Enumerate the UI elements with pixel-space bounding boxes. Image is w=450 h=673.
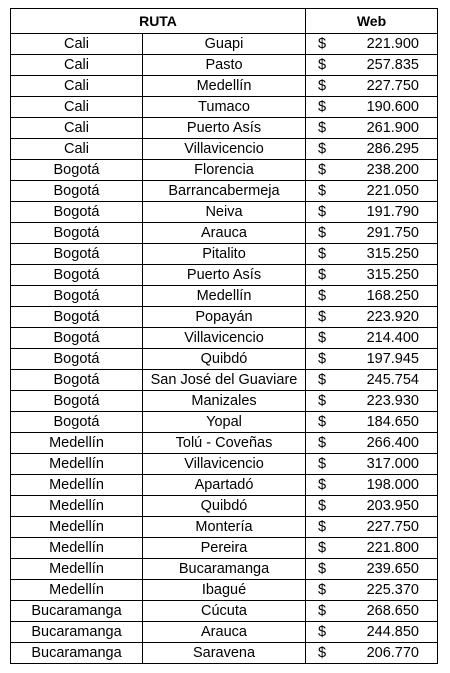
- table-row: [11, 139, 438, 160]
- origin-cell: Cali: [11, 97, 143, 118]
- origin-cell: Bucaramanga: [11, 622, 143, 643]
- destination-cell: Quibdó: [143, 496, 306, 517]
- price-cell: 268.650: [334, 601, 438, 622]
- currency-symbol-cell: $: [306, 580, 334, 601]
- table-header-row: [11, 9, 438, 34]
- table-row: [11, 34, 438, 55]
- currency-symbol-cell: $: [306, 433, 334, 454]
- origin-cell: Cali: [11, 76, 143, 97]
- table-row: [11, 391, 438, 412]
- table-row: [11, 412, 438, 433]
- destination-cell: Puerto Asís: [143, 118, 306, 139]
- currency-symbol-cell: $: [306, 160, 334, 181]
- price-cell: 315.250: [334, 244, 438, 265]
- price-cell: 225.370: [334, 580, 438, 601]
- price-cell: 223.930: [334, 391, 438, 412]
- price-cell: 315.250: [334, 265, 438, 286]
- table-row: [11, 538, 438, 559]
- table-row: [11, 202, 438, 223]
- price-cell: 221.050: [334, 181, 438, 202]
- table-row: [11, 76, 438, 97]
- table-row: [11, 475, 438, 496]
- price-cell: 291.750: [334, 223, 438, 244]
- table-row: [11, 244, 438, 265]
- destination-cell: Guapi: [143, 34, 306, 55]
- price-cell: 286.295: [334, 139, 438, 160]
- table-row: [11, 118, 438, 139]
- table-body: [11, 34, 438, 664]
- price-cell: 227.750: [334, 76, 438, 97]
- origin-cell: Bogotá: [11, 349, 143, 370]
- destination-cell: Apartadó: [143, 475, 306, 496]
- destination-cell: Barrancabermeja: [143, 181, 306, 202]
- currency-symbol-cell: $: [306, 265, 334, 286]
- currency-symbol-cell: $: [306, 97, 334, 118]
- origin-cell: Bogotá: [11, 370, 143, 391]
- table-row: [11, 97, 438, 118]
- currency-symbol-cell: $: [306, 139, 334, 160]
- destination-cell: Yopal: [143, 412, 306, 433]
- origin-cell: Cali: [11, 139, 143, 160]
- currency-symbol-cell: $: [306, 370, 334, 391]
- destination-cell: Quibdó: [143, 349, 306, 370]
- origin-cell: Bogotá: [11, 286, 143, 307]
- origin-cell: Medellín: [11, 538, 143, 559]
- table-row: [11, 55, 438, 76]
- route-column-header: RUTA: [11, 9, 306, 34]
- origin-cell: Medellín: [11, 517, 143, 538]
- price-cell: 198.000: [334, 475, 438, 496]
- table-row: [11, 370, 438, 391]
- destination-cell: Saravena: [143, 643, 306, 664]
- table-row: [11, 307, 438, 328]
- table-row: [11, 286, 438, 307]
- price-cell: 191.790: [334, 202, 438, 223]
- table-row: [11, 433, 438, 454]
- destination-cell: Pitalito: [143, 244, 306, 265]
- price-cell: 245.754: [334, 370, 438, 391]
- destination-cell: Ibagué: [143, 580, 306, 601]
- price-cell: 184.650: [334, 412, 438, 433]
- price-cell: 238.200: [334, 160, 438, 181]
- route-price-table-container: [10, 8, 438, 664]
- price-cell: 214.400: [334, 328, 438, 349]
- price-cell: 190.600: [334, 97, 438, 118]
- currency-symbol-cell: $: [306, 118, 334, 139]
- origin-cell: Bogotá: [11, 160, 143, 181]
- origin-cell: Medellín: [11, 433, 143, 454]
- route-price-table: [10, 8, 438, 664]
- origin-cell: Cali: [11, 118, 143, 139]
- currency-symbol-cell: $: [306, 475, 334, 496]
- destination-cell: Arauca: [143, 223, 306, 244]
- currency-symbol-cell: $: [306, 496, 334, 517]
- table-row: [11, 580, 438, 601]
- destination-cell: Florencia: [143, 160, 306, 181]
- price-cell: 223.920: [334, 307, 438, 328]
- currency-symbol-cell: $: [306, 643, 334, 664]
- table-row: [11, 349, 438, 370]
- table-row: [11, 328, 438, 349]
- currency-symbol-cell: $: [306, 412, 334, 433]
- origin-cell: Bogotá: [11, 202, 143, 223]
- destination-cell: Popayán: [143, 307, 306, 328]
- destination-cell: Pasto: [143, 55, 306, 76]
- table-row: [11, 454, 438, 475]
- origin-cell: Bogotá: [11, 223, 143, 244]
- origin-cell: Cali: [11, 34, 143, 55]
- currency-symbol-cell: $: [306, 202, 334, 223]
- origin-cell: Medellín: [11, 580, 143, 601]
- price-cell: 261.900: [334, 118, 438, 139]
- price-cell: 239.650: [334, 559, 438, 580]
- currency-symbol-cell: $: [306, 349, 334, 370]
- price-cell: 244.850: [334, 622, 438, 643]
- price-cell: 203.950: [334, 496, 438, 517]
- table-row: [11, 160, 438, 181]
- origin-cell: Medellín: [11, 559, 143, 580]
- destination-cell: Villavicencio: [143, 328, 306, 349]
- price-cell: 206.770: [334, 643, 438, 664]
- destination-cell: Arauca: [143, 622, 306, 643]
- price-cell: 317.000: [334, 454, 438, 475]
- origin-cell: Bogotá: [11, 328, 143, 349]
- destination-cell: Montería: [143, 517, 306, 538]
- currency-symbol-cell: $: [306, 34, 334, 55]
- destination-cell: Villavicencio: [143, 454, 306, 475]
- price-cell: 266.400: [334, 433, 438, 454]
- destination-cell: Medellín: [143, 286, 306, 307]
- price-cell: 257.835: [334, 55, 438, 76]
- table-row: [11, 517, 438, 538]
- origin-cell: Cali: [11, 55, 143, 76]
- origin-cell: Bucaramanga: [11, 643, 143, 664]
- destination-cell: Puerto Asís: [143, 265, 306, 286]
- table-row: [11, 601, 438, 622]
- origin-cell: Bogotá: [11, 265, 143, 286]
- currency-symbol-cell: $: [306, 559, 334, 580]
- currency-symbol-cell: $: [306, 223, 334, 244]
- destination-cell: Pereira: [143, 538, 306, 559]
- table-row: [11, 223, 438, 244]
- table-row: [11, 496, 438, 517]
- destination-cell: Bucaramanga: [143, 559, 306, 580]
- web-column-header: Web: [306, 9, 438, 34]
- price-cell: 197.945: [334, 349, 438, 370]
- destination-cell: Tolú - Coveñas: [143, 433, 306, 454]
- currency-symbol-cell: $: [306, 286, 334, 307]
- destination-cell: Tumaco: [143, 97, 306, 118]
- currency-symbol-cell: $: [306, 391, 334, 412]
- origin-cell: Bogotá: [11, 244, 143, 265]
- origin-cell: Bogotá: [11, 412, 143, 433]
- destination-cell: Neiva: [143, 202, 306, 223]
- table-row: [11, 622, 438, 643]
- destination-cell: Manizales: [143, 391, 306, 412]
- currency-symbol-cell: $: [306, 517, 334, 538]
- currency-symbol-cell: $: [306, 55, 334, 76]
- table-row: [11, 265, 438, 286]
- table-row: [11, 559, 438, 580]
- currency-symbol-cell: $: [306, 328, 334, 349]
- currency-symbol-cell: $: [306, 181, 334, 202]
- price-cell: 221.900: [334, 34, 438, 55]
- currency-symbol-cell: $: [306, 244, 334, 265]
- table-row: [11, 643, 438, 664]
- currency-symbol-cell: $: [306, 454, 334, 475]
- currency-symbol-cell: $: [306, 307, 334, 328]
- currency-symbol-cell: $: [306, 76, 334, 97]
- origin-cell: Medellín: [11, 475, 143, 496]
- origin-cell: Bucaramanga: [11, 601, 143, 622]
- currency-symbol-cell: $: [306, 601, 334, 622]
- price-cell: 221.800: [334, 538, 438, 559]
- price-cell: 168.250: [334, 286, 438, 307]
- origin-cell: Bogotá: [11, 391, 143, 412]
- destination-cell: Medellín: [143, 76, 306, 97]
- origin-cell: Bogotá: [11, 307, 143, 328]
- destination-cell: San José del Guaviare: [143, 370, 306, 391]
- destination-cell: Villavicencio: [143, 139, 306, 160]
- destination-cell: Cúcuta: [143, 601, 306, 622]
- origin-cell: Bogotá: [11, 181, 143, 202]
- origin-cell: Medellín: [11, 496, 143, 517]
- currency-symbol-cell: $: [306, 622, 334, 643]
- price-cell: 227.750: [334, 517, 438, 538]
- table-row: [11, 181, 438, 202]
- origin-cell: Medellín: [11, 454, 143, 475]
- currency-symbol-cell: $: [306, 538, 334, 559]
